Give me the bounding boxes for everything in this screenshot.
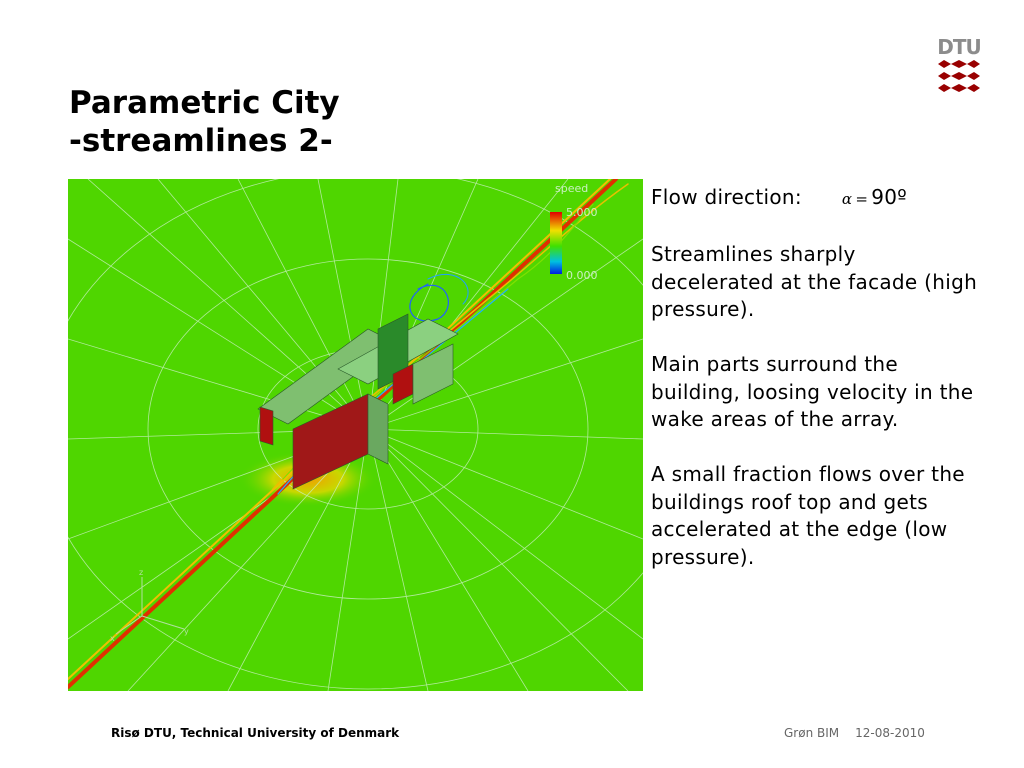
legend-label: speed bbox=[555, 182, 589, 195]
axis-label-y: y bbox=[184, 627, 189, 636]
dtu-logo-text: DTU bbox=[937, 35, 981, 59]
alpha-equation bbox=[842, 190, 871, 208]
slide-body-text bbox=[651, 184, 981, 599]
alpha-equals: = bbox=[855, 190, 869, 208]
footer-project: Grøn BIM bbox=[784, 726, 840, 740]
flow-direction-line bbox=[651, 184, 981, 214]
footer-meta bbox=[784, 726, 925, 740]
paragraph-wake: Main parts surround the building, loosing velocity in the wake areas of the array. bbox=[651, 352, 974, 431]
axis-label-x: x bbox=[110, 634, 115, 643]
dtu-logo bbox=[936, 34, 982, 96]
flow-direction-label: Flow direction: bbox=[651, 185, 802, 209]
footer-date: 12-08-2010 bbox=[855, 726, 925, 740]
legend-min: 0.000 bbox=[566, 269, 598, 282]
footer-institution: Risø DTU, Technical University of Denmark bbox=[111, 726, 400, 740]
title-line-2: -streamlines 2- bbox=[69, 123, 333, 159]
alpha-symbol: α bbox=[841, 190, 853, 208]
paragraph-roof: A small fraction flows over the buildings roof top and gets accelerated at the edge (low pressure). bbox=[651, 462, 965, 569]
title-line-1: Parametric City bbox=[69, 85, 340, 121]
cfd-streamline-figure bbox=[68, 179, 643, 691]
axis-label-z: z bbox=[139, 568, 144, 577]
legend-color-bar bbox=[550, 212, 562, 274]
dtu-logo-mark bbox=[938, 60, 980, 92]
paragraph-facade: Streamlines sharply decelerated at the facade (high pressure). bbox=[651, 242, 978, 321]
alpha-value: 90º bbox=[871, 185, 907, 209]
legend-max: 5.000 bbox=[566, 206, 598, 219]
slide-title bbox=[69, 84, 340, 160]
